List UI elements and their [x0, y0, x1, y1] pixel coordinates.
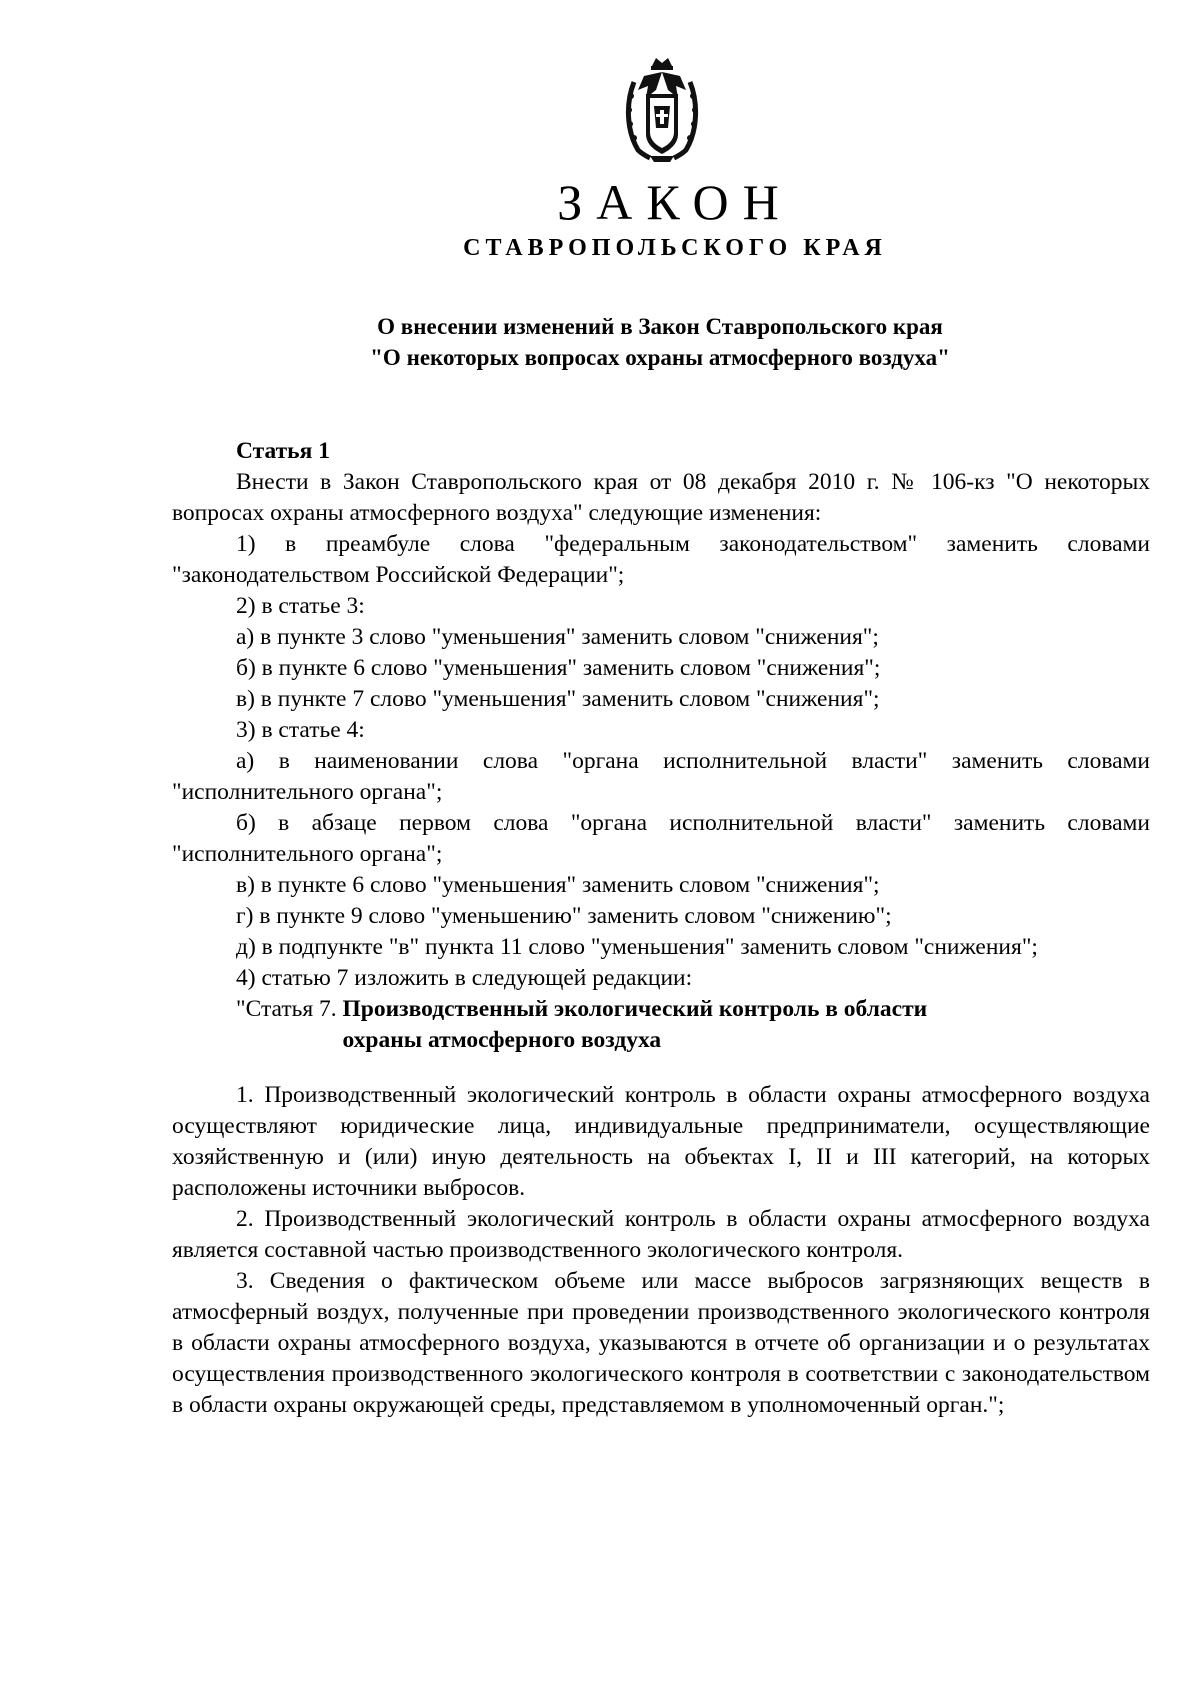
- amendment-item-3: 3) в статье 4:: [236, 717, 365, 743]
- quoted-article-prefix: "Статья 7.: [236, 996, 343, 1022]
- region-label: СТАВРОПОЛЬСКОГО КРАЯ: [463, 235, 887, 261]
- document-title-line-1: О внесении изменений в Закон Ставропольского края: [377, 314, 943, 339]
- amendment-item-1: 1) в преамбуле слова "федеральным законодательством" заменить словами "законодательством Российской Федерации";: [172, 531, 1150, 588]
- amendment-item-4: 4) статью 7 изложить в следующей редакции:: [236, 965, 693, 991]
- quoted-article-title-line-2: охраны атмосферного воздуха: [342, 1027, 662, 1053]
- amendment-item-2: 2) в статье 3:: [236, 593, 365, 619]
- amendment-item-2b: б) в пункте 6 слово "уменьшения" заменить словом "снижения";: [236, 655, 881, 681]
- amendment-item-2v: в) в пункте 7 слово "уменьшения" заменить словом "снижения";: [236, 686, 880, 712]
- article-1-heading: Статья 1: [236, 438, 330, 464]
- article-1-intro: Внести в Закон Ставропольского края от 08 декабря 2010 г. № 106-кз "О некоторых вопросах охраны атмосферного воздуха" следующие изменения:: [172, 469, 1150, 526]
- document-body: [172, 436, 1150, 1421]
- amendment-item-3g: г) в пункте 9 слово "уменьшению" заменить словом "снижению";: [236, 903, 892, 929]
- amendment-item-2a: а) в пункте 3 слово "уменьшения" заменить словом "снижения";: [236, 624, 879, 650]
- quoted-paragraph-2: 2. Производственный экологический контроль в области охраны атмосферного воздуха является составной частью производственного экологического контроля.: [172, 1206, 1150, 1263]
- quoted-paragraph-3: 3. Сведения о фактическом объеме или массе выбросов загрязняющих веществ в атмосферный воздух, полученные при проведении производственного экологического контроля в области охраны атмосферного воздуха, указываются в отчете об организации и о результатах осуществления производственного экологического контроля в соответствии с законодательством в области охраны окружающей среды, представляемом в уполномоченный орган.";: [172, 1268, 1150, 1418]
- amendment-item-3d: д) в подпункте "в" пункта 11 слово "уменьшения" заменить словом "снижения";: [236, 934, 1038, 960]
- law-label: ЗАКОН: [557, 174, 793, 230]
- quoted-article-title-line-1: Производственный экологический контроль в области: [342, 996, 928, 1022]
- document-title-line-2: "О некоторых вопросах охраны атмосферного воздуха": [370, 345, 950, 370]
- amendment-item-3v: в) в пункте 6 слово "уменьшения" заменить словом "снижения";: [236, 872, 880, 898]
- coat-of-arms-icon: [624, 56, 700, 164]
- amendment-item-3b: б) в абзаце первом слова "органа исполнительной власти" заменить словами "исполнительного органа";: [172, 810, 1150, 867]
- quoted-paragraph-1: 1. Производственный экологический контроль в области охраны атмосферного воздуха осуществляют юридические лица, индивидуальные предприниматели, осуществляющие хозяйственную и (или) иную деятельность на объектах I, II и III категорий, на которых расположены источники выбросов.: [172, 1082, 1150, 1201]
- amendment-item-3a: а) в наименовании слова "органа исполнительной власти" заменить словами "исполнительного органа";: [172, 748, 1150, 805]
- document-title: [170, 311, 1150, 373]
- quoted-article-heading: [236, 994, 1150, 1056]
